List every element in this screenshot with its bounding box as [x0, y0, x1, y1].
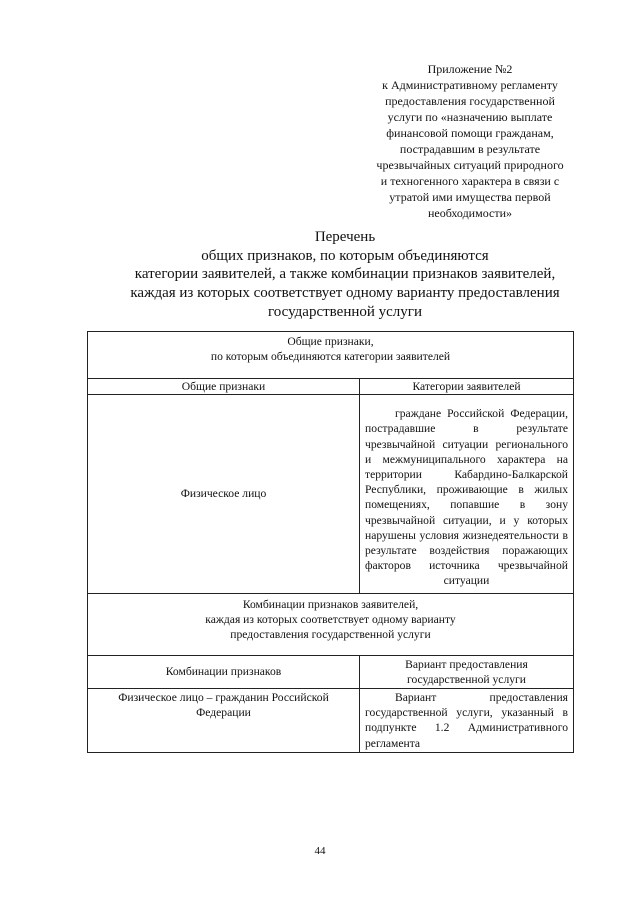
col-header-service-variant: Вариант предоставления государственной услуги [360, 655, 574, 688]
combination-cell: Физическое лицо – гражданин Российской Федерации [88, 689, 360, 753]
appendix-line: необходимости» [427, 206, 512, 220]
col-header-combinations: Комбинации признаков [88, 655, 360, 688]
appendix-line: финансовой помощи гражданам, [386, 126, 554, 140]
appendix-line: предоставления государственной [385, 94, 555, 108]
page-number: 44 [314, 845, 326, 857]
appendix-line: к Административному регламенту [382, 78, 558, 92]
general-columns-row [88, 379, 574, 395]
appendix-line: Приложение №2 [427, 62, 513, 76]
appendix-line: пострадавшим в результате [399, 142, 541, 156]
general-section-header-row [88, 332, 574, 379]
header-line: Комбинации признаков заявителей, [242, 597, 419, 611]
title-line: каждая из которых соответствует одному варианту предоставления [130, 285, 560, 302]
title-line: государственной услуги [268, 303, 422, 320]
document-title [100, 228, 590, 322]
applicant-category-cell: граждане Российской Федерации, пострадавшие в результате чрезвычайной ситуации регионального и межмуниципального характера на территории Кабардино-Балкарской Республики, проживающие в жилых помещениях, попавшие в зону чрезвычайной ситуации, и у которых нарушены условия жизнедеятельности в результате воздействия поражающих факторов источника чрезвычайной ситуации [360, 395, 574, 593]
service-variant-cell: Вариант предоставления государственной услуги, указанный в подпункте 1.2 Административного регламента [360, 689, 574, 753]
header-line: предоставления государственной услуги [230, 628, 431, 642]
appendix-line: и техногенного характера в связи с [380, 174, 560, 188]
general-section-header [88, 332, 574, 379]
col-header-general-signs: Общие признаки [88, 379, 360, 395]
title-line: Перечень [314, 229, 376, 245]
appendix-header [362, 61, 578, 221]
header-line: Общие признаки, [287, 335, 374, 348]
table-row [88, 689, 574, 753]
title-line: общих признаков, по которым объединяются [201, 247, 489, 264]
header-line: каждая из которых соответствует одному варианту [205, 612, 456, 626]
criteria-table [87, 331, 574, 753]
appendix-line: утратой ими имущества первой [389, 190, 551, 204]
title-line: категории заявителей, а также комбинации признаков заявителей, [134, 266, 556, 283]
header-line: по которым объединяются категории заявителей [210, 350, 451, 364]
table-row [88, 395, 574, 593]
appendix-line: услуги по «назначению выплате [387, 110, 553, 124]
appendix-line: чрезвычайных ситуаций природного [376, 158, 564, 172]
combinations-section-header [88, 593, 574, 655]
general-sign-cell: Физическое лицо [88, 395, 360, 593]
col-header-applicant-categories: Категории заявителей [360, 379, 574, 395]
combinations-section-header-row [88, 593, 574, 655]
combinations-columns-row [88, 655, 574, 688]
